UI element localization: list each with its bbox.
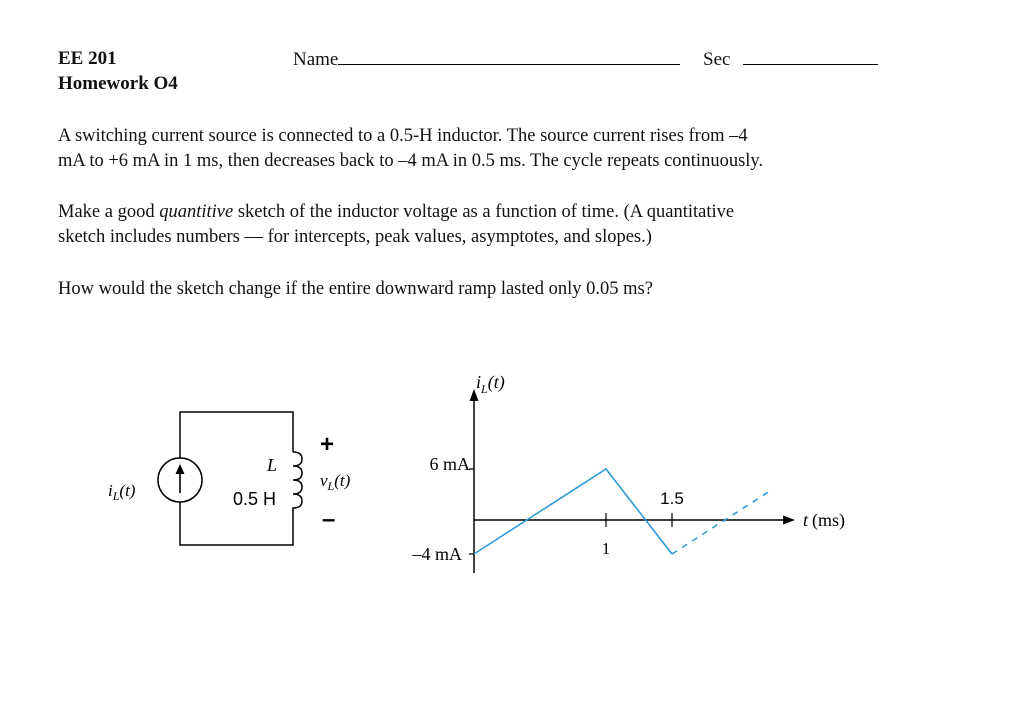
p2-pre: Make a good — [58, 202, 160, 222]
p2-emphasis: quantitive — [159, 202, 234, 222]
x-axis-arrow-icon — [783, 516, 795, 525]
paragraph-3-line-1: How would the sketch change if the entire downward ramp lasted only 0.05 ms? — [58, 279, 653, 299]
current-waveform-chart — [380, 360, 860, 620]
y-axis-label: $i_L(t)$ — [476, 372, 505, 396]
voltage-plus: + — [320, 431, 335, 458]
problem-paragraph-1 — [58, 124, 958, 174]
assignment-title: Homework O4 — [58, 73, 178, 94]
paragraph-1-line-2: mA to +6 mA in 1 ms, then decreases back to –4 mA in 0.5 ms. The cycle repeats continuously. — [58, 151, 764, 171]
course-code: EE 201 — [58, 48, 117, 69]
inductor-coil-icon — [293, 452, 302, 511]
series-line-solid — [474, 469, 672, 554]
circuit-diagram — [100, 400, 400, 560]
chart-series — [474, 469, 771, 554]
source-label: $i_L(t)$ — [108, 481, 136, 503]
series-line-repeat — [672, 490, 771, 554]
inductor-value: 0.5 H — [233, 489, 277, 509]
y-tick-label-bottom: –4 mA — [412, 544, 462, 564]
x-axis-label: t (ms) — [803, 510, 846, 530]
y-tick-label-top: 6 mA — [429, 454, 470, 474]
sec-label: Sec — [703, 49, 731, 70]
paragraph-1-line-1: A switching current source is connected to a 0.5-H inductor. The source current rises from –4 — [58, 126, 748, 146]
p2-post: sketch of the inductor voltage as a function of time. (A quantitative — [233, 202, 735, 222]
inductor-symbol: L — [267, 455, 278, 475]
chart-axes — [469, 389, 795, 573]
voltage-minus: – — [322, 506, 336, 533]
problem-paragraph-2 — [58, 200, 958, 250]
sec-field[interactable] — [703, 48, 878, 71]
x-tick-label-1.5: 1.5 — [660, 489, 684, 508]
paragraph-2-line-2: sketch includes numbers — for intercepts, peak values, asymptotes, and slopes.) — [58, 227, 652, 247]
name-field[interactable] — [293, 48, 680, 71]
x-tick-label-1: 1 — [601, 539, 611, 558]
voltage-label: $v_L(t)$ — [320, 471, 351, 493]
problem-paragraph-3 — [58, 277, 958, 302]
name-label: Name — [293, 49, 339, 70]
sec-blank-line[interactable] — [743, 48, 878, 65]
name-blank-line[interactable] — [338, 48, 680, 65]
paragraph-2-line-1 — [58, 200, 958, 225]
